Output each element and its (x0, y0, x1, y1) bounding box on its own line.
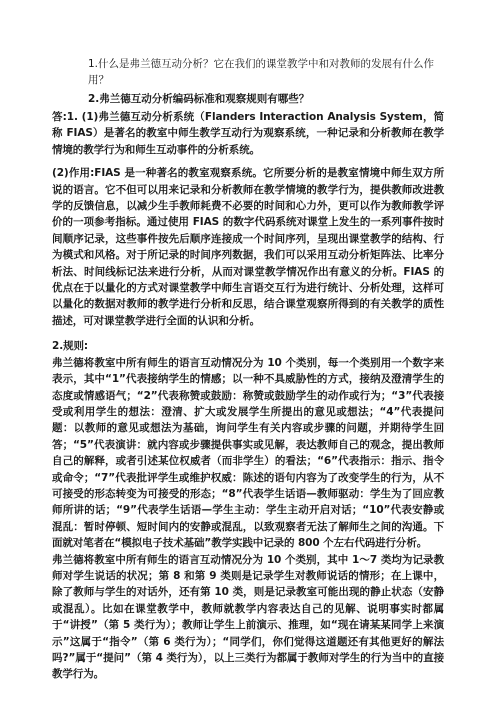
question-1: 1.什么是弗兰德互动分析？它在我们的课堂教学中和对教师的发展有什么作用？ (88, 58, 435, 86)
question-2: 2.弗兰德互动分析编码标准和观察规则有哪些？ (88, 93, 310, 105)
rules-heading: 2.规则: (52, 340, 88, 353)
rules-categories: 弗兰德将教室中所有师生的语言互动情况分为 10 个类别，每一个类别用一个数字来表示，其中“1”代表接纳学生的情感；以一种不具威胁性的方式，接纳及澄清学生的态度或情感语气；“2”代表称赞或鼓励：称赞或鼓励学生的动作或行为；“3”代表接受或利用学生的想法：澄清、扩大或发展学生所提出的意见或想法；“4”代表提问题：以教师的意见或想法为基础，询问学生有关内容或步骤的问题，并期待学生回答；“5”代表演讲：就内容或步骤提供事实或见解，表达教师自己的观念，提出教师自己的解释，或者引述某位权威者（而非学生）的看法；“6”代表指示：指示、指令或命令；“7”代表批评学生或维护权威：陈述的语句内容为了改变学生的行为，从不可接受的形态转变为可接受的形态；“8”代表学生话语—教师驱动：学生为了回应教师所讲的话；“9”代表学生话语—学生主动：学生主动开启对话；“10”代表安静或混乱：暂时停顿、短时间内的安静或混乱，以致观察者无法了解师生之间的沟通。下面就对笔者在“模拟电子技术基础”教学实践中记录的 800 个左右代码进行分析。 (52, 356, 444, 550)
rules-classification: 弗兰德将教室中所有师生的语言互动情况分为 10 个类别，其中 1～7 类均为记录教师对学生说话的状况；第 8 和第 9 类则是记录学生对教师说话的情形；在上课中，除了教师与学生的对话外，还有第 10 类，则是记录教室可能出现的静止状态（安静或混乱）。比如在课堂教学中，教师就教学内容表达自己的见解、说明事实时都属于“讲授”（第 5 类行为）；教师让学生上前演示、推理，如“现在请某某同学上来演示”这属于“指令”（第 6 类行为）；“同学们，你们觉得这道题还有其他更好的解法吗?”属于“提问”（第 4 类行为），以上三类行为都属于教师对学生的行为当中的直接教学行为。 (52, 553, 444, 681)
answer-definition: 答:1. (1)弗兰德互动分析系统（Flanders Interaction Analysis System，简称 FIAS）是著名的教室中师生教学互动行为观察系统，一种记录和分析教师在教学情境的教学行为和师生互动事件的分析系统。 (52, 111, 444, 156)
answer-function: (2)作用:FIAS 是一种著名的教室观察系统。它所要分析的是教室情境中师生双方所说的语言。它不但可以用来记录和分析教师在教学情境的教学行为，提供教师改进教学的反馈信息，以减少生手教师耗费不必要的时间和心力外，更可以作为教师教学评价的一项参考指标。通过使用 FIAS 的数字代码系统对课堂上发生的一系列事件按时间顺序记录，这些事件按先后顺序连接成一个时间序列，呈现出课堂教学的结构、行为模式和风格。对于所记录的时间序列数据，我们可以采用互动分析矩阵法、比率分析法、时间线标记法来进行分析，从而对课堂教学情况作出有意义的分析。FIAS 的优点在于以量化的方式对课堂教学中师生言语交互行为进行统计、分析处理，这样可以量化的数据对教师的教学进行分析和反思，结合课堂观察所得到的有关教学的质性描述，可对课堂教学进行全面的认识和分析。 (52, 167, 444, 327)
